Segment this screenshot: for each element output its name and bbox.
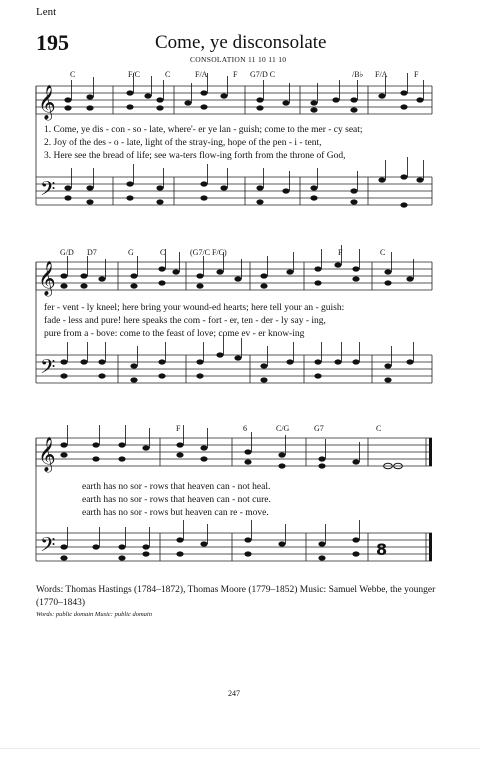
chord-symbol: F/A <box>375 70 388 79</box>
season-label: Lent <box>36 6 57 18</box>
lyric-verse-1: earth has no sor - rows that heaven can - not heal. <box>82 482 271 492</box>
chord-symbol: C <box>380 248 386 257</box>
chord-symbol: D7 <box>87 248 97 257</box>
lyric-verse-3: earth has no sor - rows but heaven can re - move. <box>82 508 269 518</box>
lyric-verse-1: 1. Come, ye dis - con - so - late, where'- er ye lan - guish; come to the mer - cy seat; <box>44 125 363 135</box>
chord-symbol: C <box>376 424 382 433</box>
lyric-verse-2: 2. Joy of the des - o - late, light of the stray-ing, hope of the pen - i - tent, <box>44 138 322 148</box>
chord-symbol: G/D <box>60 248 74 257</box>
chord-symbol: F/A <box>195 70 208 79</box>
chord-symbol: F <box>338 248 343 257</box>
chord-symbol: C <box>70 70 76 79</box>
svg-text:𝄞: 𝄞 <box>38 85 56 120</box>
lyric-verse-1: fer - vent - ly kneel; here bring your wound-ed hearts; here tell your an - guish: <box>44 303 345 313</box>
tune-meter: CONSOLATION 11 10 11 10 <box>190 55 287 64</box>
chord-symbol: (G7/C F/C) <box>190 248 227 257</box>
credits-text: Words: Thomas Hastings (1784–1872), Thomas Moore (1779–1852) Music: Samuel Webbe, the younger (1770–1843) <box>36 585 436 608</box>
chord-symbol: F/C <box>128 70 141 79</box>
svg-text:𝄞: 𝄞 <box>38 261 56 296</box>
svg-text:𝄢: 𝄢 <box>40 533 56 561</box>
rights-notice: Words: public domain Music: public domain <box>36 611 152 618</box>
hymn-number: 195 <box>36 30 69 55</box>
chord-symbol: /B♭ <box>352 70 364 79</box>
chord-symbol: G <box>128 248 134 257</box>
hymn-title: Come, ye disconsolate <box>155 32 327 53</box>
chord-symbol: 6 <box>243 424 247 433</box>
chord-symbol: C/G <box>276 424 290 433</box>
chord-symbol: G7 <box>314 424 324 433</box>
chord-symbol: F <box>176 424 181 433</box>
chord-symbol: C <box>160 248 166 257</box>
page-edge-divider <box>0 748 480 749</box>
svg-text:𝄢: 𝄢 <box>40 177 56 205</box>
chord-symbol: F <box>233 70 238 79</box>
chord-symbol: G7/D C <box>250 70 276 79</box>
lyric-verse-3: pure from a - bove: come to the feast of love; come ev - er know-ing <box>44 329 305 339</box>
svg-text:8: 8 <box>376 540 388 559</box>
lyric-verse-3: 3. Here see the bread of life; see wa-ters flow-ing forth from the throne of God, <box>44 151 346 161</box>
svg-text:𝄢: 𝄢 <box>40 355 56 383</box>
svg-text:𝄞: 𝄞 <box>38 437 56 472</box>
chord-symbol: F <box>414 70 419 79</box>
chord-symbol: C <box>165 70 171 79</box>
page-number: 247 <box>228 689 240 698</box>
lyric-verse-2: fade - less and pure! here speaks the com - fort - er, ten - der - ly say - ing, <box>44 316 326 326</box>
lyric-verse-2: earth has no sor - rows that heaven can - not cure. <box>82 495 271 505</box>
